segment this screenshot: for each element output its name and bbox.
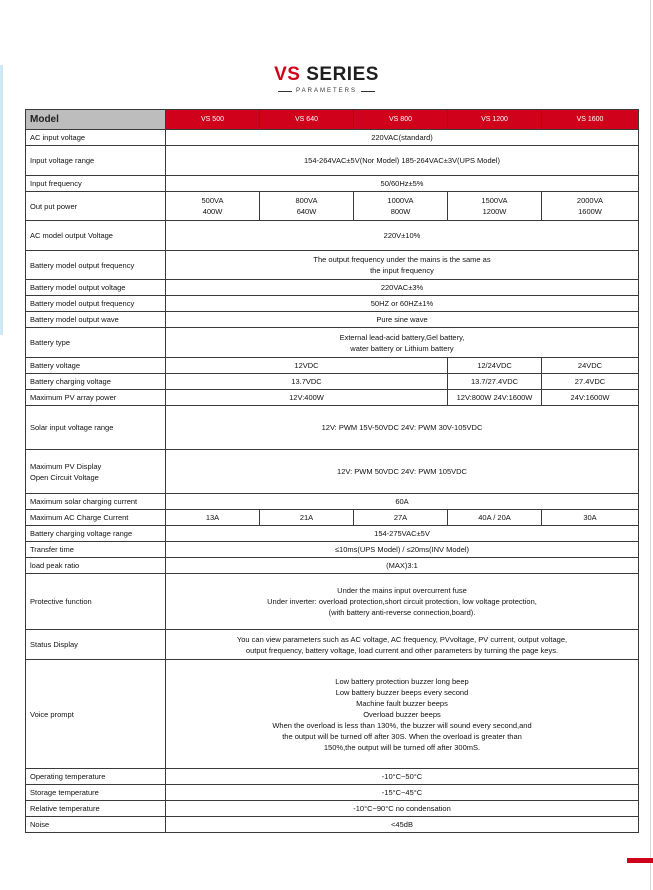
row-label-line: Protective function xyxy=(30,597,92,606)
parameters-table xyxy=(25,109,639,833)
row-value-line: 150%,the output will be turned off after 300mS. xyxy=(323,742,481,752)
row-value xyxy=(166,769,639,785)
subtitle-text: PARAMETERS xyxy=(296,88,357,94)
row-value-line: ≤10ms(UPS Model) / ≤20ms(INV Model) xyxy=(334,545,470,554)
row-value xyxy=(166,328,639,358)
row-value-line: Low battery protection buzzer long beep xyxy=(335,676,469,686)
row-value-line: 50/60Hz±5% xyxy=(380,179,424,188)
model-header-row xyxy=(26,110,639,130)
row-label-line: Open Circuit Voltage xyxy=(30,472,99,482)
row-label xyxy=(26,390,166,406)
row-value xyxy=(166,660,639,769)
row-label-line: Battery model output wave xyxy=(30,315,119,324)
row-value xyxy=(166,221,639,251)
row-label-line: Battery type xyxy=(30,338,71,347)
row-value xyxy=(166,558,639,574)
row-label-line: Out put power xyxy=(30,201,78,211)
table-row xyxy=(26,817,639,833)
row-value-line: Under inverter: overload protection,short circuit protection, low voltage protection, xyxy=(267,597,537,606)
row-value xyxy=(260,510,354,526)
row-value xyxy=(166,630,639,660)
row-value xyxy=(166,574,639,630)
table-row xyxy=(26,526,639,542)
row-value-line: Machine fault buzzer beeps xyxy=(356,698,448,708)
left-edge-accent xyxy=(0,65,3,335)
row-value-line: 21A xyxy=(299,513,314,522)
row-label xyxy=(26,358,166,374)
row-value xyxy=(354,192,448,221)
row-label-line: Battery model output frequency xyxy=(30,260,135,270)
row-value-line: output frequency, battery voltage, load current and other parameters by turning the page keys. xyxy=(245,645,559,655)
row-value-line: 1600W xyxy=(578,207,602,216)
row-value xyxy=(166,801,639,817)
table-row xyxy=(26,280,639,296)
subtitle-rule-right xyxy=(361,91,375,92)
row-label xyxy=(26,630,166,660)
row-value-line: 800W xyxy=(390,207,411,216)
table-row xyxy=(26,450,639,494)
row-value xyxy=(166,130,639,146)
table-row xyxy=(26,176,639,192)
row-value-line: the input frequency xyxy=(370,266,434,275)
row-value-line: (with battery anti-reverse connection,board). xyxy=(328,608,476,617)
model-header-vs640: VS 640 xyxy=(260,110,354,130)
row-value-line: You can view parameters such as AC voltage, AC frequency, PVvoltage, PV current, output voltage, xyxy=(236,634,568,644)
page-subtitle xyxy=(0,88,653,94)
row-value-line: External lead-acid battery,Gel battery, xyxy=(339,332,465,342)
row-value-line: 220VAC(standard) xyxy=(371,133,433,142)
row-value xyxy=(166,390,448,406)
row-value xyxy=(448,510,542,526)
row-value-line: water battery or Lithium battery xyxy=(350,343,454,353)
row-label xyxy=(26,817,166,833)
table-row xyxy=(26,769,639,785)
row-label-line: Battery charging voltage xyxy=(30,377,111,386)
title-vs: VS xyxy=(274,64,301,85)
table-row xyxy=(26,374,639,390)
row-label xyxy=(26,660,166,769)
row-value-line: Pure sine wave xyxy=(376,315,428,324)
row-label-line: Maximum solar charging current xyxy=(30,497,138,506)
model-header-vs1200: VS 1200 xyxy=(448,110,542,130)
row-value-line: Overload buzzer beeps xyxy=(363,709,441,719)
row-value-line: (MAX)3:1 xyxy=(386,561,418,570)
page-edge-divider xyxy=(650,0,651,890)
row-label-line: Status Display xyxy=(30,640,78,649)
row-value-line: 154-275VAC±5V xyxy=(374,529,430,538)
row-value-line: The output frequency under the mains is the same as xyxy=(313,255,491,264)
table-row xyxy=(26,358,639,374)
row-value-line: 640W xyxy=(296,207,317,216)
row-value-line: 12V:800W 24V:1600W xyxy=(456,393,533,402)
row-value-line: 24VDC xyxy=(577,361,603,370)
table-row xyxy=(26,328,639,358)
model-header-vs1600: VS 1600 xyxy=(542,110,639,130)
row-value xyxy=(166,280,639,296)
row-value xyxy=(166,406,639,450)
table-row xyxy=(26,542,639,558)
row-value-line: -15°C~45°C xyxy=(381,788,423,797)
table-row xyxy=(26,296,639,312)
table-row xyxy=(26,406,639,450)
row-label xyxy=(26,450,166,494)
row-value xyxy=(166,296,639,312)
page-corner-tab xyxy=(627,858,653,863)
table-row xyxy=(26,221,639,251)
row-label xyxy=(26,146,166,176)
row-label-line: Battery model output voltage xyxy=(30,283,126,292)
row-value xyxy=(542,510,639,526)
row-value-line: -10°C~50°C xyxy=(381,772,423,781)
row-label-line: Solar input voltage range xyxy=(30,423,114,432)
table-row xyxy=(26,660,639,769)
row-value xyxy=(166,176,639,192)
row-label xyxy=(26,312,166,328)
table-row xyxy=(26,510,639,526)
row-value-line: 1500VA xyxy=(481,196,508,205)
row-value-line: 12V:400W xyxy=(289,393,324,402)
row-value-line: 60A xyxy=(395,497,409,506)
row-value xyxy=(354,510,448,526)
row-label xyxy=(26,192,166,221)
row-label xyxy=(26,130,166,146)
row-label-line: Voice prompt xyxy=(30,709,74,719)
row-value xyxy=(166,494,639,510)
row-value-line: 40A / 20A xyxy=(478,513,511,522)
row-label-line: Relative temperature xyxy=(30,804,100,813)
row-value-line: Low battery buzzer beeps every second xyxy=(335,687,469,697)
row-value xyxy=(166,510,260,526)
parameters-table-body xyxy=(26,130,639,833)
row-label xyxy=(26,558,166,574)
row-value xyxy=(166,542,639,558)
row-value xyxy=(166,251,639,280)
row-label xyxy=(26,280,166,296)
row-value-line: 13A xyxy=(205,513,220,522)
row-value-line: 500VA xyxy=(201,196,224,205)
row-label xyxy=(26,801,166,817)
row-value xyxy=(166,817,639,833)
row-value xyxy=(166,526,639,542)
row-label xyxy=(26,221,166,251)
model-header-vs800: VS 800 xyxy=(354,110,448,130)
row-value-line: 12VDC xyxy=(294,361,319,370)
row-value-line: <45dB xyxy=(391,820,413,829)
row-value-line: When the overload is less than 130%, the buzzer will sound every second,and xyxy=(272,720,532,730)
row-label-line: Transfer time xyxy=(30,545,74,554)
row-value xyxy=(542,390,639,406)
row-value-line: 800VA xyxy=(295,196,318,205)
subtitle-rule-left xyxy=(278,91,292,92)
row-value xyxy=(542,192,639,221)
table-row xyxy=(26,130,639,146)
table-row xyxy=(26,630,639,660)
row-value-line: 12V: PWM 15V-50VDC 24V: PWM 30V-105VDC xyxy=(321,423,483,432)
row-value-line: 12V: PWM 50VDC 24V: PWM 105VDC xyxy=(337,467,467,476)
row-label xyxy=(26,769,166,785)
model-header-vs500: VS 500 xyxy=(166,110,260,130)
row-value-line: 1200W xyxy=(482,207,507,216)
row-value-line: 13.7VDC xyxy=(291,377,322,386)
table-row xyxy=(26,192,639,221)
table-row xyxy=(26,574,639,630)
row-label xyxy=(26,176,166,192)
row-label xyxy=(26,328,166,358)
row-label-line: Input frequency xyxy=(30,179,82,188)
row-value-line: 220VAC±3% xyxy=(380,283,424,292)
row-label-line: Input voltage range xyxy=(30,156,95,165)
table-row xyxy=(26,801,639,817)
row-label xyxy=(26,406,166,450)
row-value-line: 2000VA xyxy=(576,196,604,205)
row-label xyxy=(26,374,166,390)
row-label xyxy=(26,296,166,312)
model-header-label: Model xyxy=(26,110,166,130)
row-value xyxy=(260,192,354,221)
row-label-line: Maximum PV Display xyxy=(30,461,102,471)
row-value-line: -10°C~90°C no condensation xyxy=(353,804,451,813)
row-value xyxy=(166,358,448,374)
table-row xyxy=(26,146,639,176)
row-value-line: 13.7/27.4VDC xyxy=(470,377,519,386)
row-value xyxy=(448,390,542,406)
row-label-line: Maximum PV array power xyxy=(30,393,117,402)
row-value-line: 1000VA xyxy=(387,196,414,205)
row-label-line: Battery model output frequency xyxy=(30,299,135,308)
row-label xyxy=(26,251,166,280)
row-value xyxy=(166,312,639,328)
table-row xyxy=(26,251,639,280)
row-label-line: load peak ratio xyxy=(30,561,80,570)
table-row xyxy=(26,785,639,801)
row-value xyxy=(542,358,639,374)
row-value-line: 27.4VDC xyxy=(574,377,606,386)
row-value-line: 24V:1600W xyxy=(570,393,610,402)
row-label xyxy=(26,494,166,510)
title-series: SERIES xyxy=(306,64,379,85)
row-label-line: Operating temperature xyxy=(30,772,106,781)
row-value-line: 12/24VDC xyxy=(477,361,512,370)
row-label-line: Battery voltage xyxy=(30,361,81,370)
row-value-line: 50HZ or 60HZ±1% xyxy=(370,299,434,308)
row-label-line: Battery charging voltage range xyxy=(30,529,133,538)
row-value-line: 30A xyxy=(583,513,597,522)
row-label-line: AC input voltage xyxy=(30,133,86,142)
row-label xyxy=(26,526,166,542)
row-value-line: 154-264VAC±5V(Nor Model) 185-264VAC±3V(UPS Model) xyxy=(304,156,500,165)
row-value-line: 400W xyxy=(202,207,223,216)
row-value xyxy=(166,192,260,221)
row-label xyxy=(26,785,166,801)
row-value xyxy=(166,146,639,176)
table-row xyxy=(26,558,639,574)
row-value xyxy=(166,450,639,494)
row-value xyxy=(448,358,542,374)
row-value xyxy=(166,785,639,801)
row-label-line: Noise xyxy=(30,820,50,829)
row-value-line: the output will be turned off after 30S. When the overload is greater than xyxy=(282,731,522,741)
row-label xyxy=(26,542,166,558)
table-row xyxy=(26,312,639,328)
row-value xyxy=(166,374,448,390)
row-value-line: 27A xyxy=(393,513,408,522)
table-row xyxy=(26,390,639,406)
row-label-line: Storage temperature xyxy=(30,788,99,797)
row-value xyxy=(448,374,542,390)
row-label xyxy=(26,574,166,630)
row-value-line: Under the mains input overcurrent fuse xyxy=(337,586,467,595)
row-value-line: 220V±10% xyxy=(383,231,421,240)
page-title xyxy=(0,64,653,86)
row-label xyxy=(26,510,166,526)
table-row xyxy=(26,494,639,510)
row-value xyxy=(448,192,542,221)
row-value xyxy=(542,374,639,390)
row-label-line: AC model output Voltage xyxy=(30,231,113,240)
row-label-line: Maximum AC Charge Current xyxy=(30,513,129,522)
page-header xyxy=(0,64,653,94)
